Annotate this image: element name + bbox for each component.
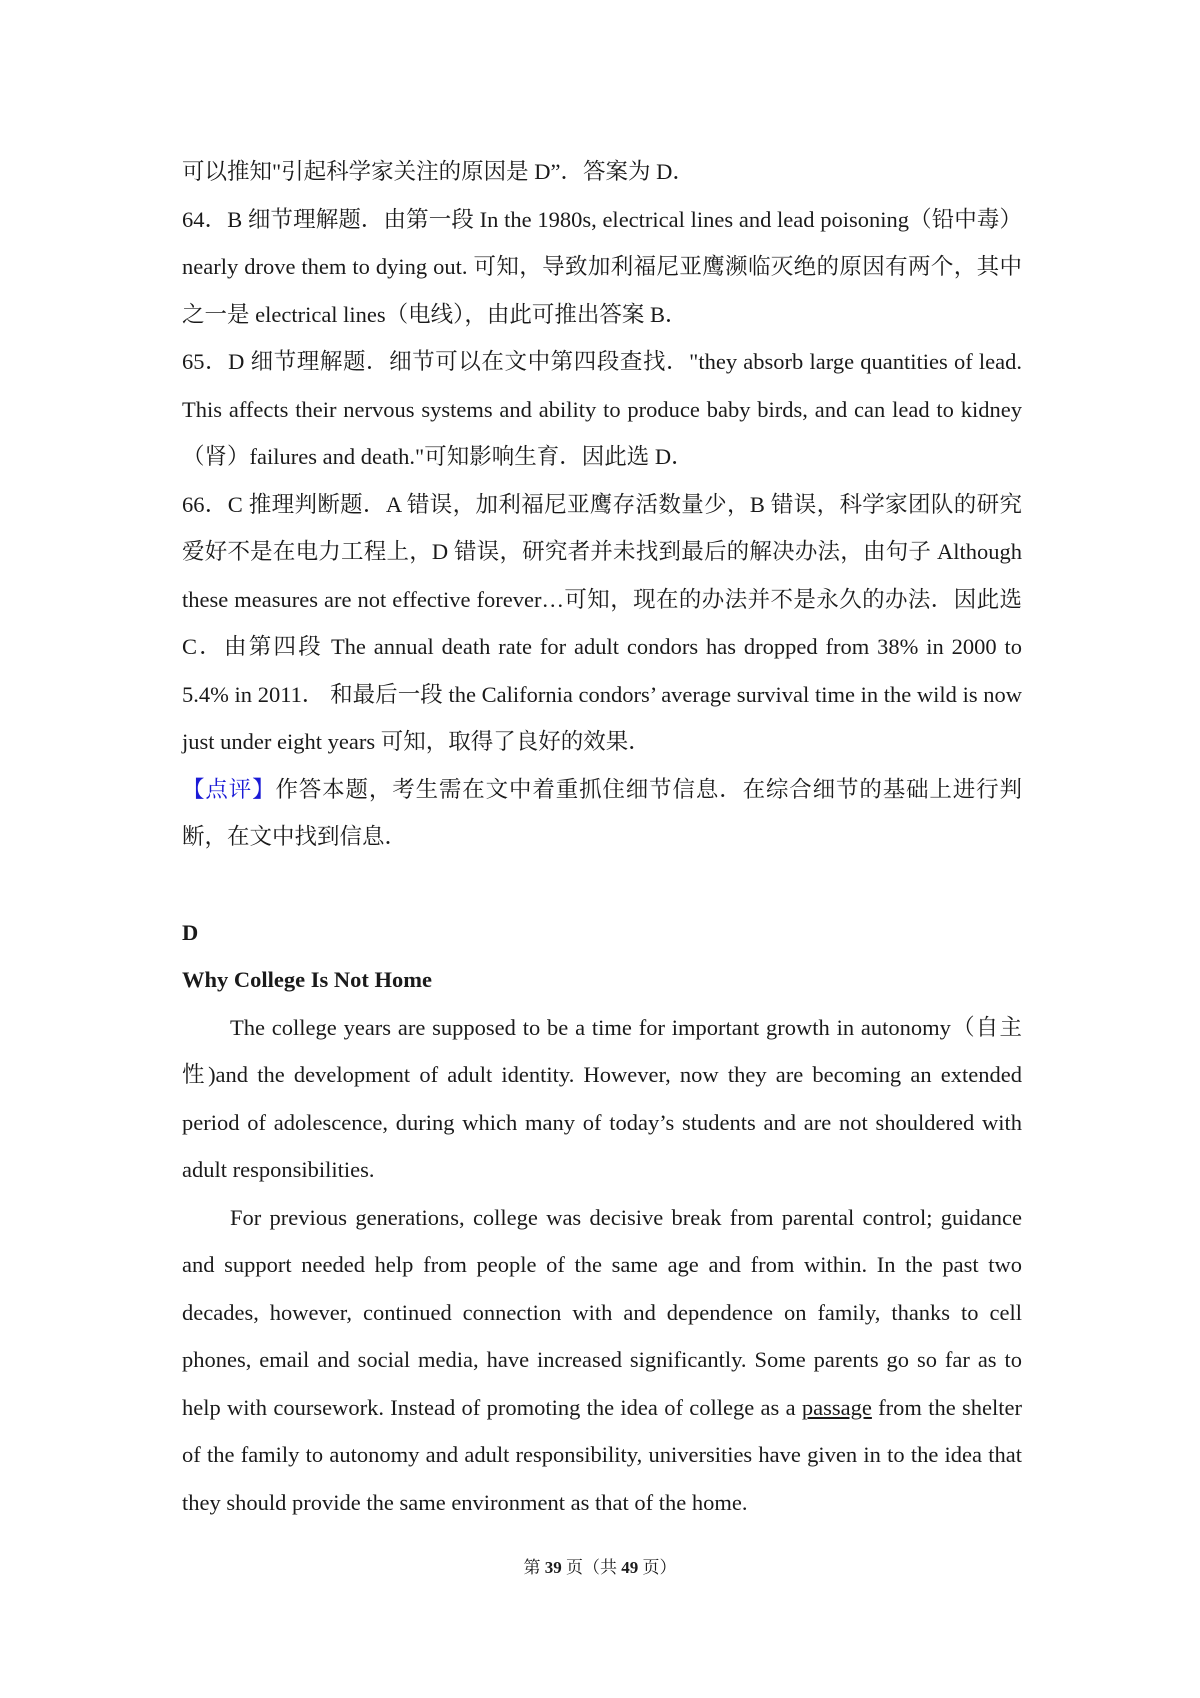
review-paragraph: [182, 766, 1022, 861]
section-letter: D: [182, 919, 199, 945]
footer-middle: 页（共: [561, 1558, 622, 1577]
page-content: [182, 148, 1022, 1526]
answer-63-tail: 可以推知"引起科学家关注的原因是 D”．答案为 D．: [182, 159, 695, 184]
review-text: 作答本题，考生需在文中着重抓住细节信息．在综合细节的基础上进行判断，在文中找到信息．: [182, 776, 1022, 849]
footer-prefix: 第: [523, 1558, 545, 1577]
passage-title: Why College Is Not Home: [182, 967, 432, 992]
review-tag: 【点评】: [182, 776, 276, 802]
underlined-word: passage: [801, 1394, 872, 1420]
passage-paragraph-1: The college years are supposed to be a time for important growth in autonomy（自主性)and the development of adult identity. However, now they are becoming an extended period of adolescence, during which many of today’s students and are not shouldered with adult responsibilities.: [182, 1014, 1022, 1182]
page-footer: [0, 1553, 1200, 1578]
passage-paragraph-2: [182, 1194, 1022, 1527]
answer-66: 66．C 推理判断题．A 错误，加利福尼亚鹰存活数量少，B 错误，科学家团队的研究爱好不是在电力工程上，D 错误，研究者并未找到最后的解决办法，由句子 Although these measures are not effective forever…可知，现在的办法并不是永久的办法．因此选 C．由第四段 The annual death rate for adult condors has dropped from 38% in 2000 to 5.4% in 2011． 和最后一段 the California condors’ average survival time in the wild is now just under eight years 可知，取得了良好的效果．: [182, 491, 1022, 754]
passage-paragraph-2-part-1: For previous generations, college was decisive break from parental control; guidance and support needed help from people of the same age and from within. In the past two decades, however, continued connection with and dependence on family, thanks to cell phones, email and social media, have increased significantly. Some parents go so far as to help with coursework. Instead of promoting the idea of college as a: [182, 1204, 1022, 1420]
answer-64: 64．B 细节理解题．由第一段 In the 1980s, electrical lines and lead poisoning（铅中毒）nearly drove them to dying out. 可知，导致加利福尼亚鹰濒临灭绝的原因有两个，其中之一是 electrical lines（电线），由此可推出答案 B．: [182, 206, 1022, 327]
footer-total-pages: 49: [621, 1558, 639, 1577]
passage-paragraph-2-part-2: from the shelter of the family to autonomy and adult responsibility, universities have given in to the idea that they should provide the same environment as that of the home.: [182, 1394, 1022, 1515]
answer-65: 65．D 细节理解题．细节可以在文中第四段查找．"they absorb large quantities of lead. This affects their nervous systems and ability to produce baby birds, and can lead to kidney（肾）failures and death."可知影响生育．因此选 D．: [182, 349, 1022, 469]
footer-page-number: 39: [544, 1558, 562, 1577]
footer-suffix: 页）: [638, 1558, 677, 1577]
